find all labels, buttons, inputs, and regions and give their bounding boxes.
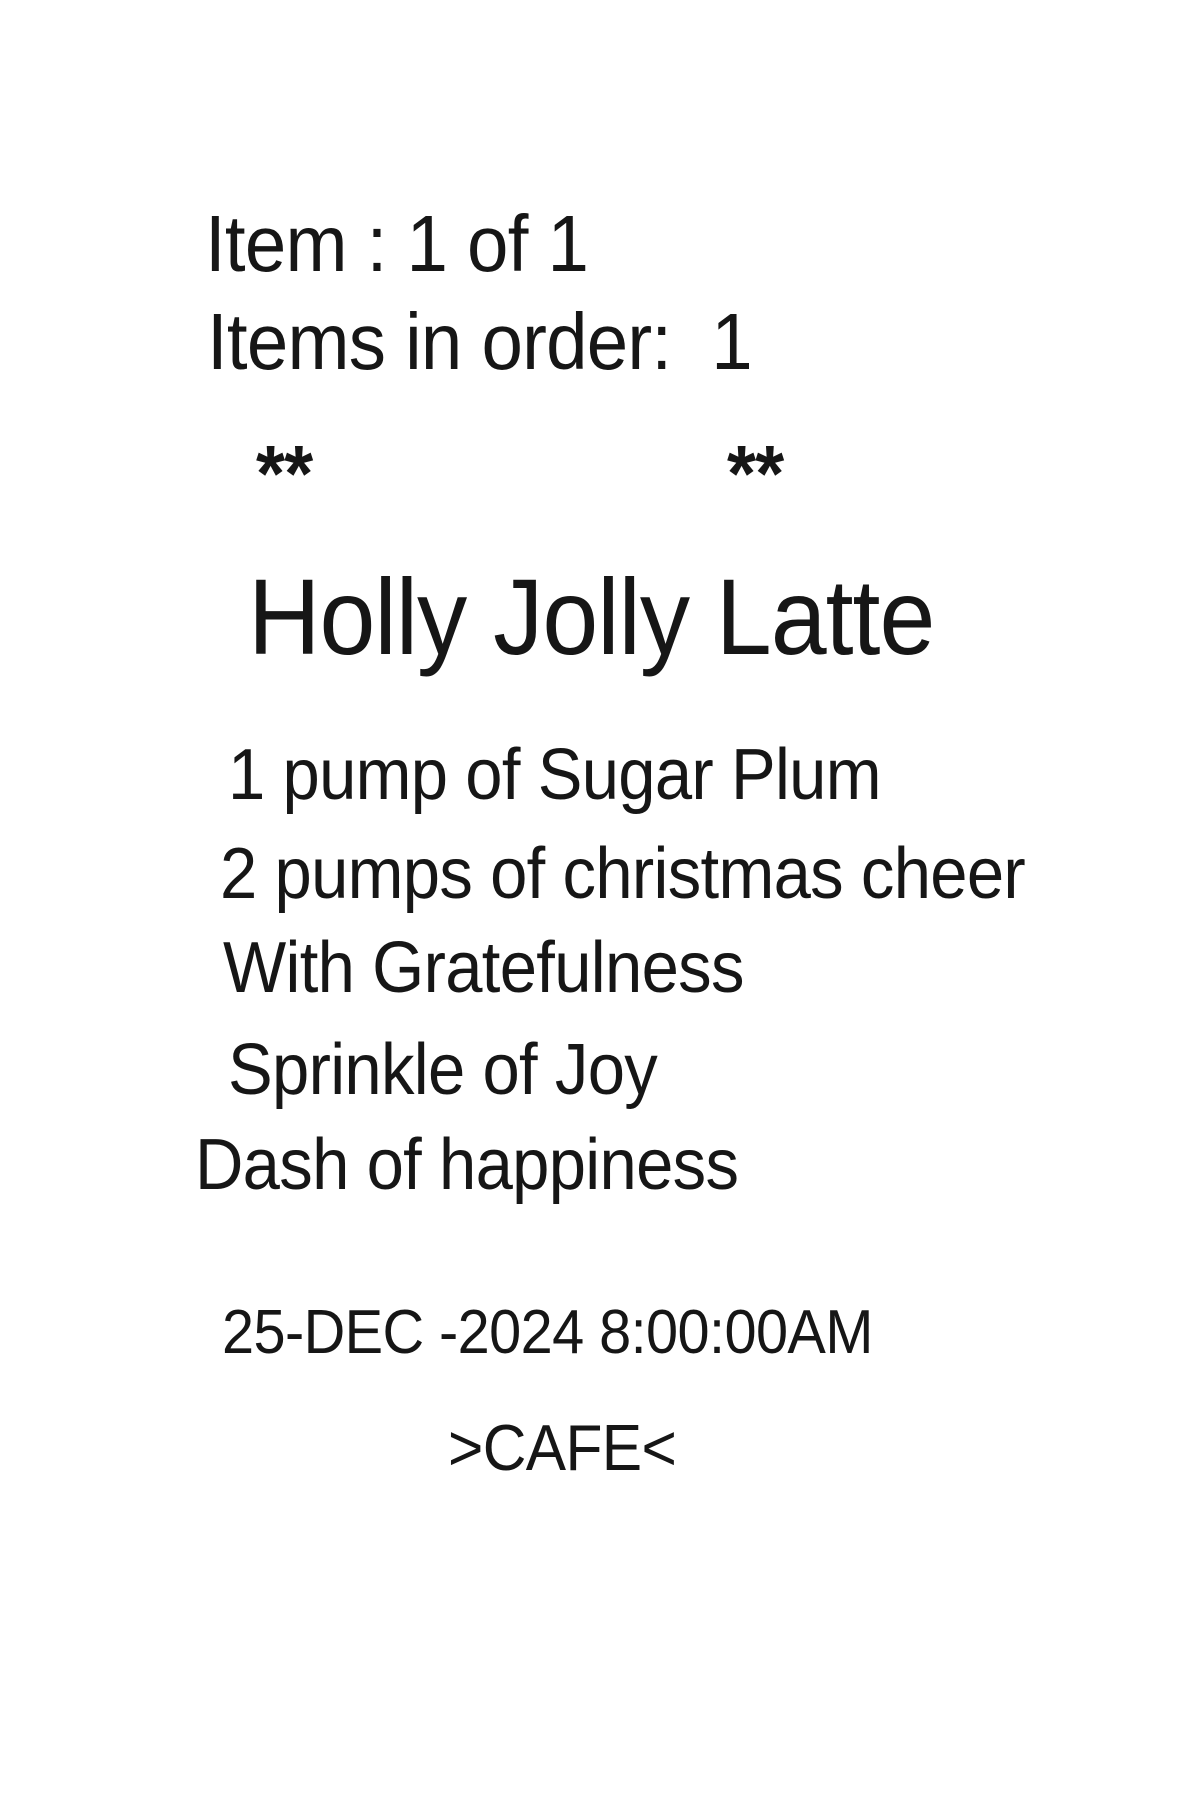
item-count-line: Item : 1 of 1: [205, 199, 589, 288]
separator-asterisk-right: **: [727, 429, 784, 518]
order-datetime: 25-DEC -2024 8:00:00AM: [222, 1298, 873, 1367]
modifier-line: With Gratefulness: [223, 928, 744, 1008]
drink-title: Holly Jolly Latte: [248, 556, 935, 677]
separator-asterisk-left: **: [256, 429, 313, 518]
modifier-line: 1 pump of Sugar Plum: [228, 735, 881, 815]
modifier-line: Sprinkle of Joy: [228, 1030, 658, 1110]
modifier-line: Dash of happiness: [195, 1125, 739, 1205]
modifier-line: 2 pumps of christmas cheer: [220, 834, 1026, 914]
cafe-footer: >CAFE<: [448, 1411, 677, 1484]
items-in-order-line: Items in order: 1: [207, 297, 752, 386]
